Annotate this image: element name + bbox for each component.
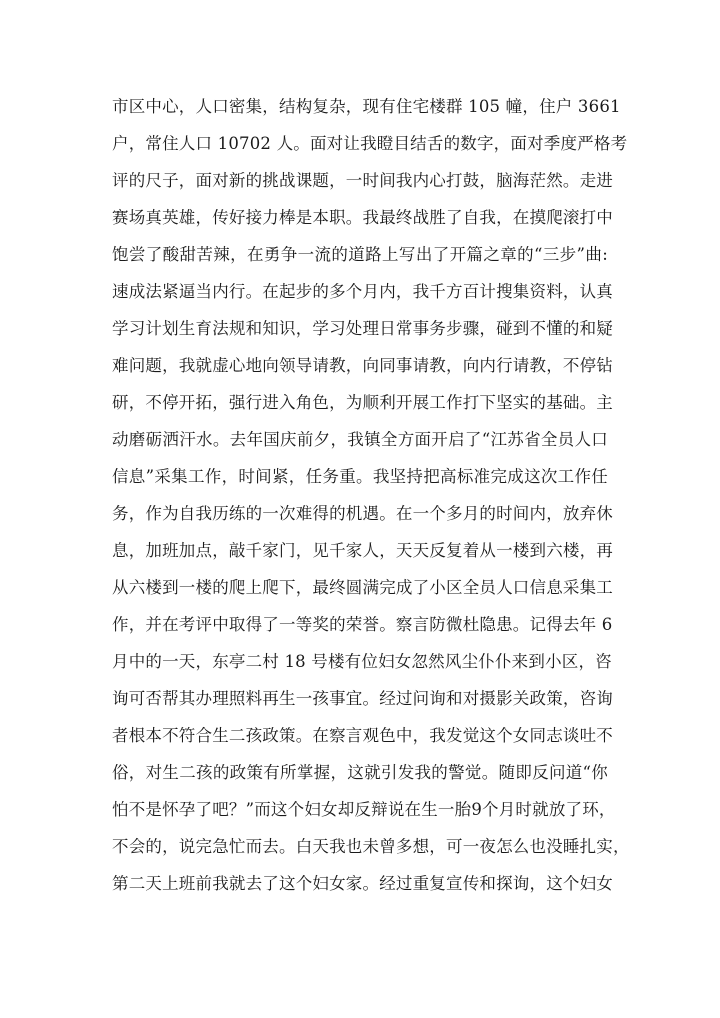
text-line: 不会的，说完急忙而去。白天我也未曾多想，可一夜怎么也没睡扎实， bbox=[112, 837, 630, 856]
text-line: 学习计划生育法规和知识，学习处理日常事务步骤，碰到不懂的和疑 bbox=[112, 319, 613, 338]
text-line: 赛场真英雄，传好接力棒是本职。我最终战胜了自我，在摸爬滚打中 bbox=[112, 208, 613, 227]
text-line: 评的尺子，面对新的挑战课题，一时间我内心打鼓，脑海茫然。走进 bbox=[112, 171, 613, 190]
text-line: 动磨砺洒汗水。去年国庆前夕，我镇全方面开启了“江苏省全员人口 bbox=[112, 430, 608, 449]
text-line: 月中的一天，东亭二村 18 号楼有位妇女忽然风尘仆仆来到小区，咨 bbox=[112, 652, 612, 671]
body-text bbox=[112, 88, 630, 902]
text-line: 俗，对生二孩的政策有所掌握，这就引发我的警觉。随即反问道“你 bbox=[112, 763, 608, 782]
text-line: 难问题，我就虚心地向领导请教，向同事请教，向内行请教，不停钻 bbox=[112, 356, 613, 375]
text-line: 怕不是怀孕了吧？”而这个妇女却反辩说在生一胎9个月时就放了环， bbox=[112, 800, 616, 819]
text-line: 询可否帮其办理照料再生一孩事宜。经过问询和对摄影关政策，咨询 bbox=[112, 689, 613, 708]
text-line: 信息”采集工作，时间紧，任务重。我坚持把高标准完成这次工作任 bbox=[112, 467, 608, 486]
text-line: 者根本不符合生二孩政策。在察言观色中，我发觉这个女同志谈吐不 bbox=[112, 726, 613, 745]
text-line: 研，不停开拓，强行进入角色，为顺利开展工作打下坚实的基础。主 bbox=[112, 393, 613, 412]
text-line: 速成法紧逼当内行。在起步的多个月内，我千方百计搜集资料，认真 bbox=[112, 282, 613, 301]
text-line: 户，常住人口 10702 人。面对让我瞪目结舌的数字，面对季度严格考 bbox=[112, 134, 628, 153]
text-line: 市区中心，人口密集，结构复杂，现有住宅楼群 105 幢，住户 3661 bbox=[112, 97, 621, 116]
text-line: 作，并在考评中取得了一等奖的荣誉。察言防微杜隐患。记得去年 6 bbox=[112, 615, 613, 634]
text-line: 从六楼到一楼的爬上爬下，最终圆满完成了小区全员人口信息采集工 bbox=[112, 578, 613, 597]
text-line: 第二天上班前我就去了这个妇女家。经过重复宣传和探询，这个妇女 bbox=[112, 874, 613, 893]
text-line: 饱尝了酸甜苦辣，在勇争一流的道路上写出了开篇之章的“三步”曲: bbox=[112, 245, 608, 264]
text-line: 务，作为自我历练的一次难得的机遇。在一个多月的时间内，放弃休 bbox=[112, 504, 613, 523]
text-line: 息，加班加点，敲千家门，见千家人，天天反复着从一楼到六楼，再 bbox=[112, 541, 613, 560]
